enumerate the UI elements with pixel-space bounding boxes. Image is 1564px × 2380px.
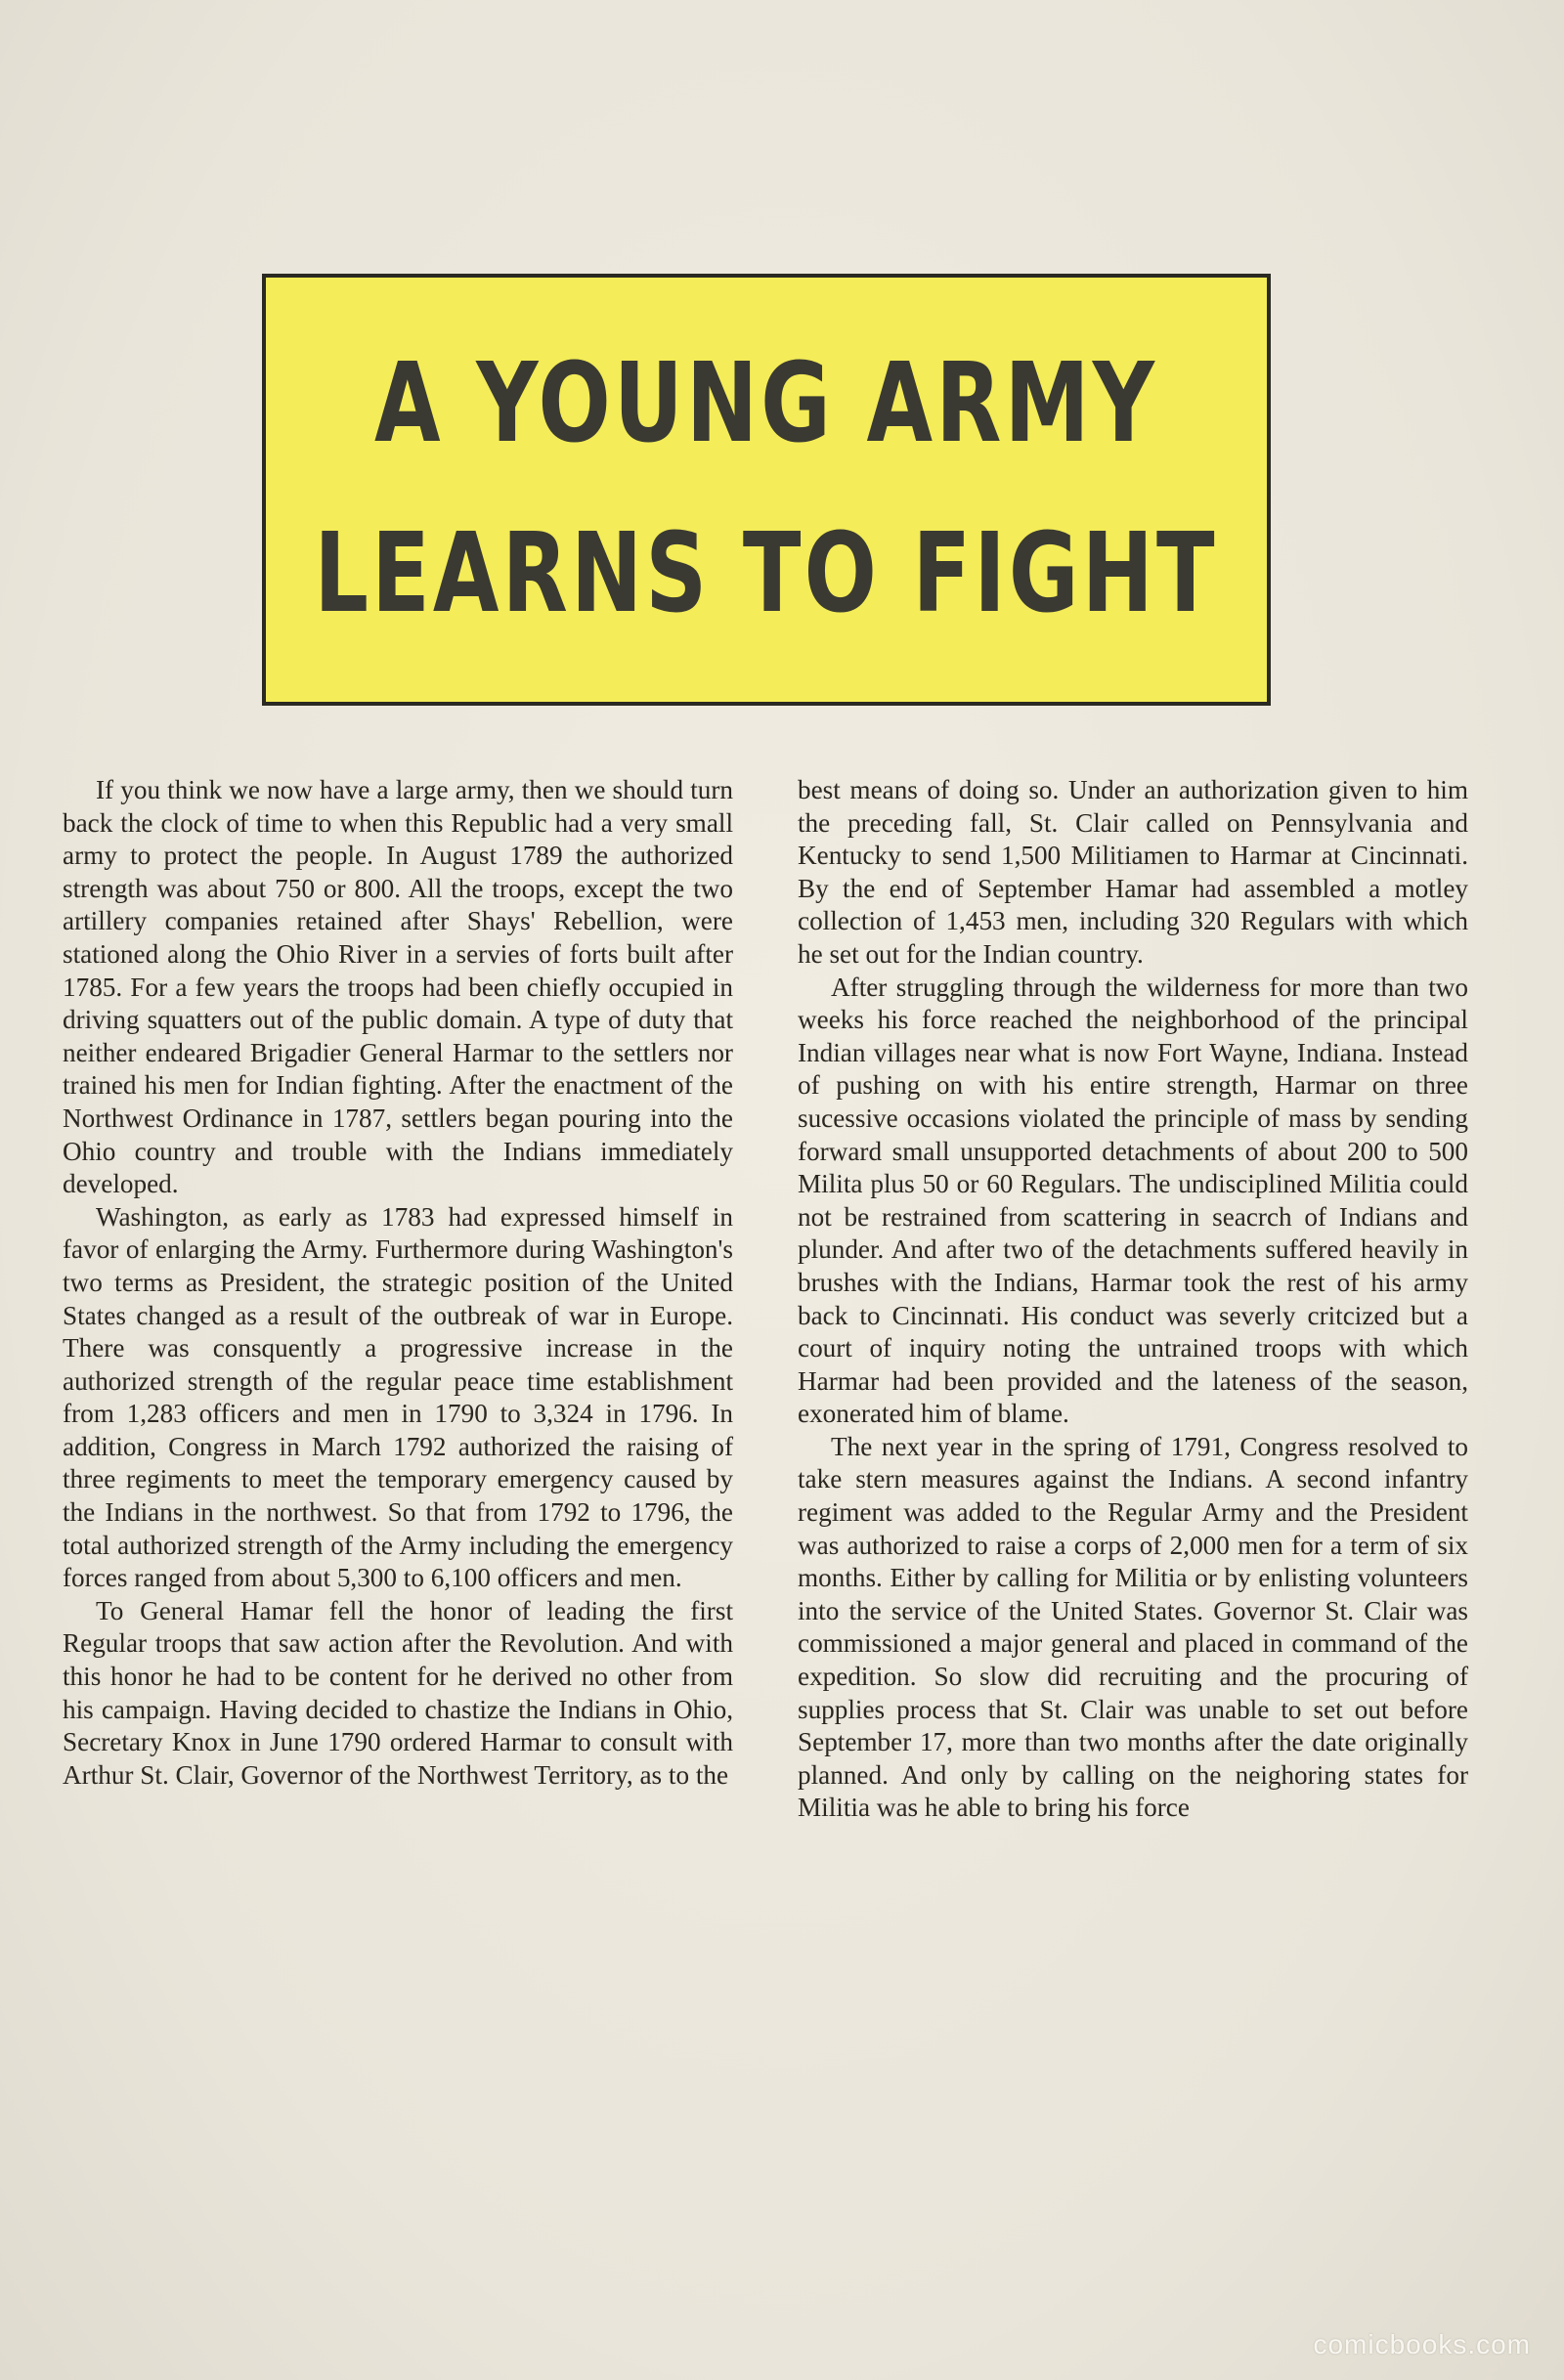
article-body [63,774,1468,2123]
title-banner [262,274,1271,706]
watermark: comicbooks.com [1313,2329,1531,2359]
paragraph: After struggling through the wilderness for more than two weeks his force reached the neighborhood of the principal Indian villages near what is now Fort Wayne, Indiana. Instead of pushing on with his entire strength, Harmar on three sucessive occasions violated the principle of mass by sending forward small unsupported detachments of about 200 to 500 Milita plus 50 or 60 Regulars. The undisciplined Militia could not be restrained from scattering in seacrch of Indians and plunder. And after two of the detachments suffered heavily in brushes with the Indians, Harmar took the rest of his army back to Cincinnati. His conduct was severly critcized but a court of inquiry noting the untrained troops with which Harmar had been provided and the lateness of the season, exonerated him of blame. [798,972,1468,1429]
paragraph: If you think we now have a large army, then we should turn back the clock of time to when this Republic had a very small army to protect the people. In August 1789 the authorized strength was about 750 or 800. All the troops, except the two artillery companies retained after Shays' Rebellion, were stationed along the Ohio River in a servies of forts built after 1785. For a few years the troops had been chiefly occupied in driving squatters out of the public domain. A type of duty that neither endeared Brigadier General Harmar to the settlers nor trained his men for Indian fighting. After the enactment of the Northwest Ordinance in 1787, settlers began pouring into the Ohio country and trouble with the Indians immediately developed. [63,775,733,1199]
paragraph: To General Hamar fell the honor of leading the first Regular troops that saw action after the Revolution. And with this honor he had to be content for he derived no other from his campaign. Having decided to chastize the Indians in Ohio, Secretary Knox in June 1790 ordered Harmar to consult with Arthur St. Clair, Governor of the Northwest Territory, as to the [63,1595,733,1790]
title-line-1: A YOUNG ARMY [374,340,1158,468]
paragraph: The next year in the spring of 1791, Congress resolved to take stern measures against the Indians. A second infantry regiment was added to the Regular Army and the President was authorized to raise a corps of 2,000 men for a term of six months. Either by calling for Militia or by enlisting volunteers into the service of the United States. Governor St. Clair was commissioned a major general and placed in command of the expedition. So slow did recruiting and the procuring of supplies process that St. Clair was unable to set out before September 17, more than two months after the date originally planned. And only by calling on the neighoring states for Militia was he able to bring his force [798,1431,1468,1823]
left-column [63,774,733,1792]
paragraph: best means of doing so. Under an authorization given to him the preceding fall, St. Clair called on Pennsylvania and Kentucky to send 1,500 Militiamen to Harmar at Cincinnati. By the end of September Hamar had assembled a motley collection of 1,453 men, including 320 Regulars with which he set out for the Indian country. [798,775,1468,969]
paragraph: Washington, as early as 1783 had expressed himself in favor of enlarging the Army. Furthermore during Washington's two terms as President, the strategic position of the United States changed as a result of the outbreak of war in Europe. There was consquently a progressive increase in the authorized strength of the regular peace time establishment from 1,283 officers and men in 1790 to 3,324 in 1796. In addition, Congress in March 1792 authorized the raising of three regiments to meet the temporary emergency caused by the Indians in the northwest. So that from 1792 to 1796, the total authorized strength of the Army including the emergency forces ranged from about 5,300 to 6,100 officers and men. [63,1201,733,1593]
title-line-2: LEARNS TO FIGHT [314,510,1219,637]
right-column [798,774,1468,1825]
